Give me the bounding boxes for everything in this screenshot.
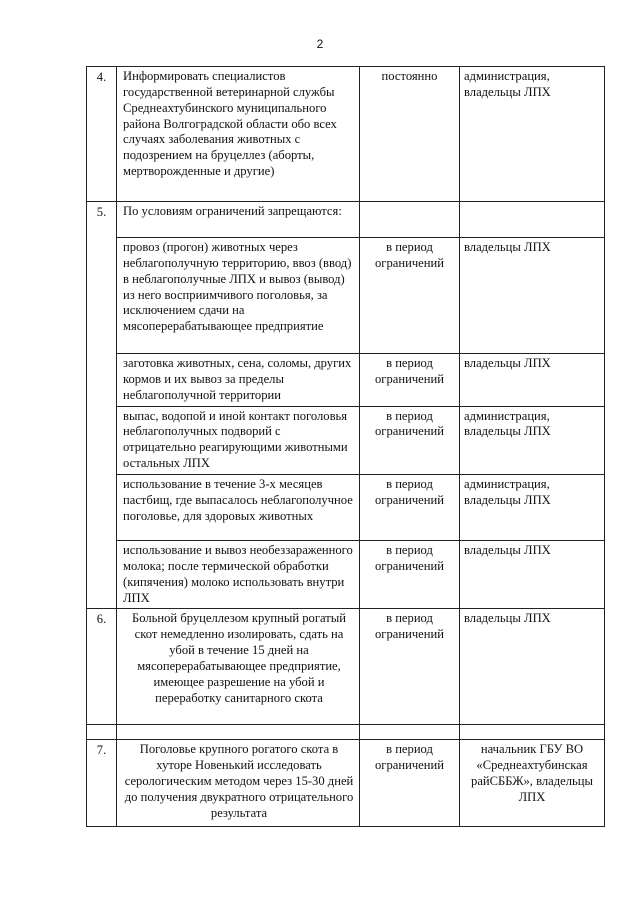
responsible-cell: администрация, владельцы ЛПХ xyxy=(460,67,605,202)
table-row xyxy=(87,740,605,827)
section-header: По условиям ограничений запрещаются: xyxy=(117,202,360,238)
measures-table xyxy=(86,66,605,827)
responsible-cell xyxy=(460,202,605,238)
row-number: 7. xyxy=(87,740,117,827)
term-cell: в период ограничений xyxy=(360,740,460,827)
table-row xyxy=(87,609,605,725)
responsible-cell: владельцы ЛПХ xyxy=(460,354,605,407)
table-row xyxy=(87,475,605,541)
measure-text: использование в течение 3-х месяцев пастбищ, где выпасалось неблагополучное поголовье, для здоровых животных xyxy=(117,475,360,541)
term-cell: постоянно xyxy=(360,67,460,202)
measure-text: Больной бруцеллезом крупный рогатый скот немедленно изолировать, сдать на убой в течение 15 дней на мясоперерабатывающее предприятие, имеющее разрешение на убой и переработку санитарного скота xyxy=(117,609,360,725)
responsible-cell: владельцы ЛПХ xyxy=(460,238,605,354)
measure-text: выпас, водопой и иной контакт поголовья неблагополучных подворий с отрицательно реагирующими животными остальных ЛПХ xyxy=(117,406,360,474)
table-row xyxy=(87,238,605,354)
measure-text: использование и вывоз необеззараженного молока; после термической обработки (кипячения) молоко использовать внутри ЛПХ xyxy=(117,541,360,609)
measure-text: провоз (прогон) животных через неблагополучную территорию, ввоз (ввод) в неблагополучные ЛПХ и вывоз (вывод) из него восприимчивого поголовья, за исключением сдачи на мясоперерабатывающее предприятие xyxy=(117,238,360,354)
responsible-cell: владельцы ЛПХ xyxy=(460,541,605,609)
term-cell xyxy=(360,202,460,238)
table-row xyxy=(87,354,605,407)
row-number: 4. xyxy=(87,67,117,202)
term-cell: в период ограничений xyxy=(360,354,460,407)
measure-text: Информировать специалистов государственной ветеринарной службы Среднеахтубинского муниципального района Волгоградской области обо всех случаях заболевания животных с подозрением на бруцеллез (аборты, мертворожденные и другие) xyxy=(117,67,360,202)
measure-text: заготовка животных, сена, соломы, других кормов и их вывоз за пределы неблагополучной территории xyxy=(117,354,360,407)
term-cell: в период ограничений xyxy=(360,475,460,541)
page-number: 2 xyxy=(316,37,324,51)
table-row xyxy=(87,541,605,609)
responsible-cell: владельцы ЛПХ xyxy=(460,609,605,725)
table-row xyxy=(87,406,605,474)
term-cell: в период ограничений xyxy=(360,541,460,609)
term-cell: в период ограничений xyxy=(360,238,460,354)
term-cell: в период ограничений xyxy=(360,406,460,474)
measure-text: Поголовье крупного рогатого скота в хуторе Новенький исследовать серологическим методом через 15-30 дней до получения двукратного отрицательного результата xyxy=(117,740,360,827)
row-gap xyxy=(87,725,605,740)
table-row xyxy=(87,67,605,202)
term-cell: в период ограничений xyxy=(360,609,460,725)
responsible-cell: начальник ГБУ ВО «Среднеахтубинская райСББЖ», владельцы ЛПХ xyxy=(460,740,605,827)
row-number: 5. xyxy=(87,202,117,609)
responsible-cell: администрация, владельцы ЛПХ xyxy=(460,406,605,474)
table-row xyxy=(87,202,605,238)
responsible-cell: администрация, владельцы ЛПХ xyxy=(460,475,605,541)
row-number: 6. xyxy=(87,609,117,725)
